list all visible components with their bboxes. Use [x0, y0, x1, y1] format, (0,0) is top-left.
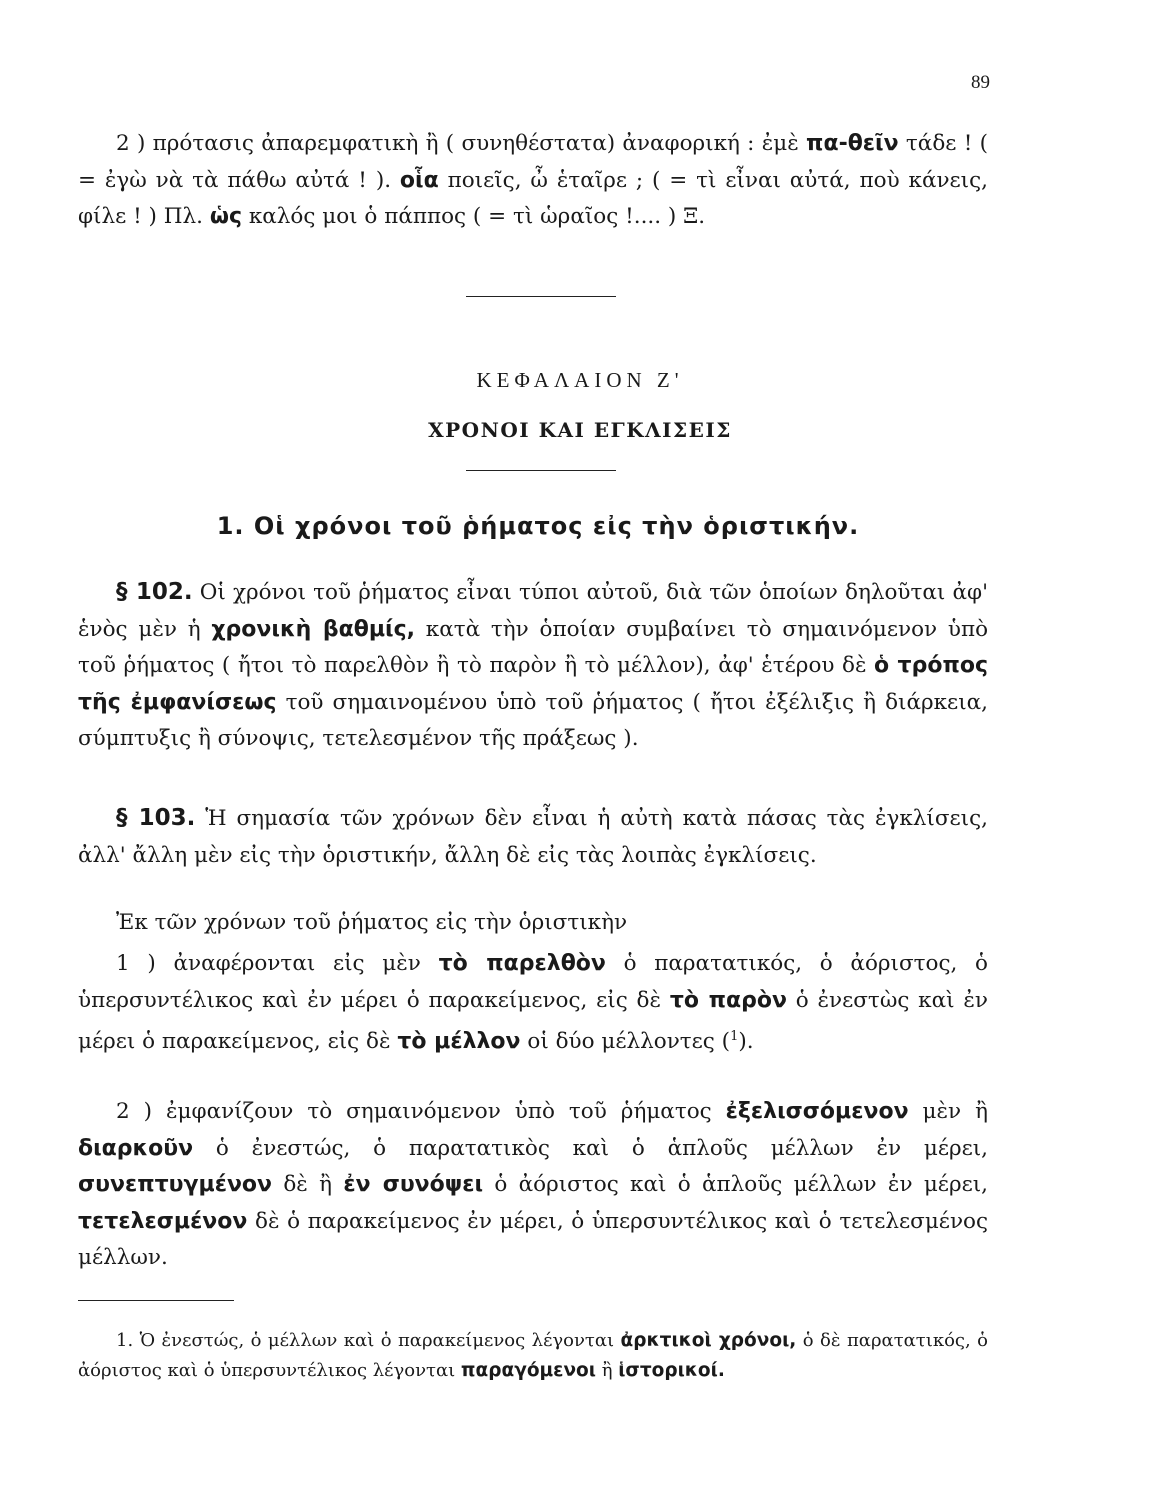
- list-item-2: 2 ) ἐμφανίζουν τὸ σημαινόμενον ὑπὸ τοῦ ῥήματος ἐξελισσόμενον μὲν ἢ διαρκοῦν ὁ ἐνεστώς, ὁ παρατατικὸς καὶ ὁ ἁπλοῦς μέλλων ἐν μέρει, συνεπτυγμένον δὲ ἢ ἐν συνόψει ὁ ἀόριστος καὶ ὁ ἁπλοῦς μέλλων ἐν μέρει, τετελεσμένον δὲ ὁ παρακείμενος ἐν μέρει, ὁ ὑπερσυντέλικος καὶ ὁ τετελεσμένος μέλλων.: [78, 1099, 988, 1270]
- paragraph-103: § 103. Ἡ σημασία τῶν χρόνων δὲν εἶναι ἡ αὐτὴ κατὰ πάσας τὰς ἐγκλίσεις, ἀλλ' ἄλλη μὲν εἰς τὴν ὁριστικήν, ἄλλη δὲ εἰς τὰς λοιπὰς ἐγκλίσεις.: [78, 805, 988, 868]
- bold-term: τετελεσμένον: [78, 1208, 248, 1234]
- section-title: 1. Οἱ χρόνοι τοῦ ῥήματος εἰς τὴν ὁριστικήν.: [216, 512, 860, 540]
- bold-term: ὁ τρόπος τῆς ἐμφανίσεως: [78, 653, 989, 715]
- bold-term: παραγόμενοι: [460, 1360, 596, 1381]
- section-mark: § 102.: [116, 579, 193, 605]
- bold-term: ἱστορικοί.: [618, 1360, 725, 1381]
- bold-term: οἷα: [399, 167, 439, 193]
- paragraph-102: § 102. Οἱ χρόνοι τοῦ ῥήματος εἶναι τύποι αὐτοῦ, διὰ τῶν ὁποίων δηλοῦται ἀφ' ἑνὸς μὲν ἡ χρονικὴ βαθμίς, κατὰ τὴν ὁποίαν συμβαίνει τὸ σημαινόμενον ὑπὸ τοῦ ῥήματος ( ἤτοι τὸ παρελθὸν ἢ τὸ παρὸν ἢ τὸ μέλλον), ἀφ' ἑτέρου δὲ ὁ τρόπος τῆς ἐμφανίσεως τοῦ σημαινομένου ὑπὸ τοῦ ῥήματος ( ἤτοι ἐξέλιξις ἢ διάρκεια, σύμπτυξις ἢ σύνοψις, τετελεσμένον τῆς πράξεως ).: [78, 579, 989, 751]
- bold-term: ἀρκτικοὶ χρόνοι,: [620, 1330, 797, 1351]
- bold-term: ἐξελισσόμενον: [725, 1099, 909, 1124]
- bold-term: τὸ παρελθὸν: [438, 951, 606, 976]
- bold-term: ἐν συνόψει: [343, 1172, 484, 1197]
- bold-term: χρονικὴ βαθμίς,: [211, 616, 415, 642]
- list-item-1: 1 ) ἀναφέρονται εἰς μὲν τὸ παρελθὸν ὁ παρατατικός, ὁ ἀόριστος, ὁ ὑπερσυντέλικος καὶ ἐν μέρει ὁ παρακείμενος, εἰς δὲ τὸ παρὸν ὁ ἐνεστὼς καὶ ἐν μέρει ὁ παρακείμενος, εἰς δὲ τὸ μέλλον οἱ δύο μέλλοντες ($^1$).: [78, 951, 988, 1055]
- chapter-label: ΚΕΦΑΛΑΙΟΝ Ζ': [476, 368, 684, 392]
- bold-term: τὸ παρὸν: [669, 987, 787, 1013]
- divider-rule: [466, 470, 616, 471]
- page-number: 89: [971, 72, 990, 93]
- footnote-ref: 1: [730, 1029, 739, 1044]
- paragraph-exclamatory-clauses: 2 ) πρότασις ἀπαρεμφατικὴ ἢ ( συνηθέστατα) ἀναφορική : ἐμὲ πα-θεῖν τάδε ! ( = ἐγὼ νὰ τὰ πάθω αὐτά ! ). οἷα ποιεῖς, ὦ ἑταῖρε ; ( = τὶ εἶναι αὐτά, ποὺ κάνεις, φίλε ! ) Πλ. ὡς καλός μοι ὁ πάππος ( = τὶ ὡραῖος !.... ) Ξ.: [78, 131, 988, 229]
- bold-term: ὡς: [209, 204, 242, 229]
- intro-line: Ἐκ τῶν χρόνων τοῦ ῥήματος εἰς τὴν ὁριστικὴν: [116, 910, 628, 935]
- footnote-rule: [78, 1300, 234, 1301]
- bold-term: συνεπτυγμένον: [78, 1172, 273, 1197]
- section-mark: § 103.: [116, 805, 196, 831]
- bold-term: τὸ μέλλον: [397, 1029, 521, 1055]
- divider-rule: [466, 296, 616, 297]
- chapter-title: ΧΡΟΝΟΙ ΚΑΙ ΕΓΚΛΙΣΕΙΣ: [428, 418, 732, 442]
- bold-term: διαρκοῦν: [78, 1135, 194, 1161]
- footnote: 1. Ὁ ἐνεστώς, ὁ μέλλων καὶ ὁ παρακείμενος λέγονται ἀρκτικοὶ χρόνοι, ὁ δὲ παρατατικός, ὁ ἀόριστος καὶ ὁ ὑπερσυντέλικος λέγονται παραγόμενοι ἢ ἱστορικοί.: [78, 1330, 988, 1381]
- bold-term: πα-θεῖν: [806, 131, 899, 156]
